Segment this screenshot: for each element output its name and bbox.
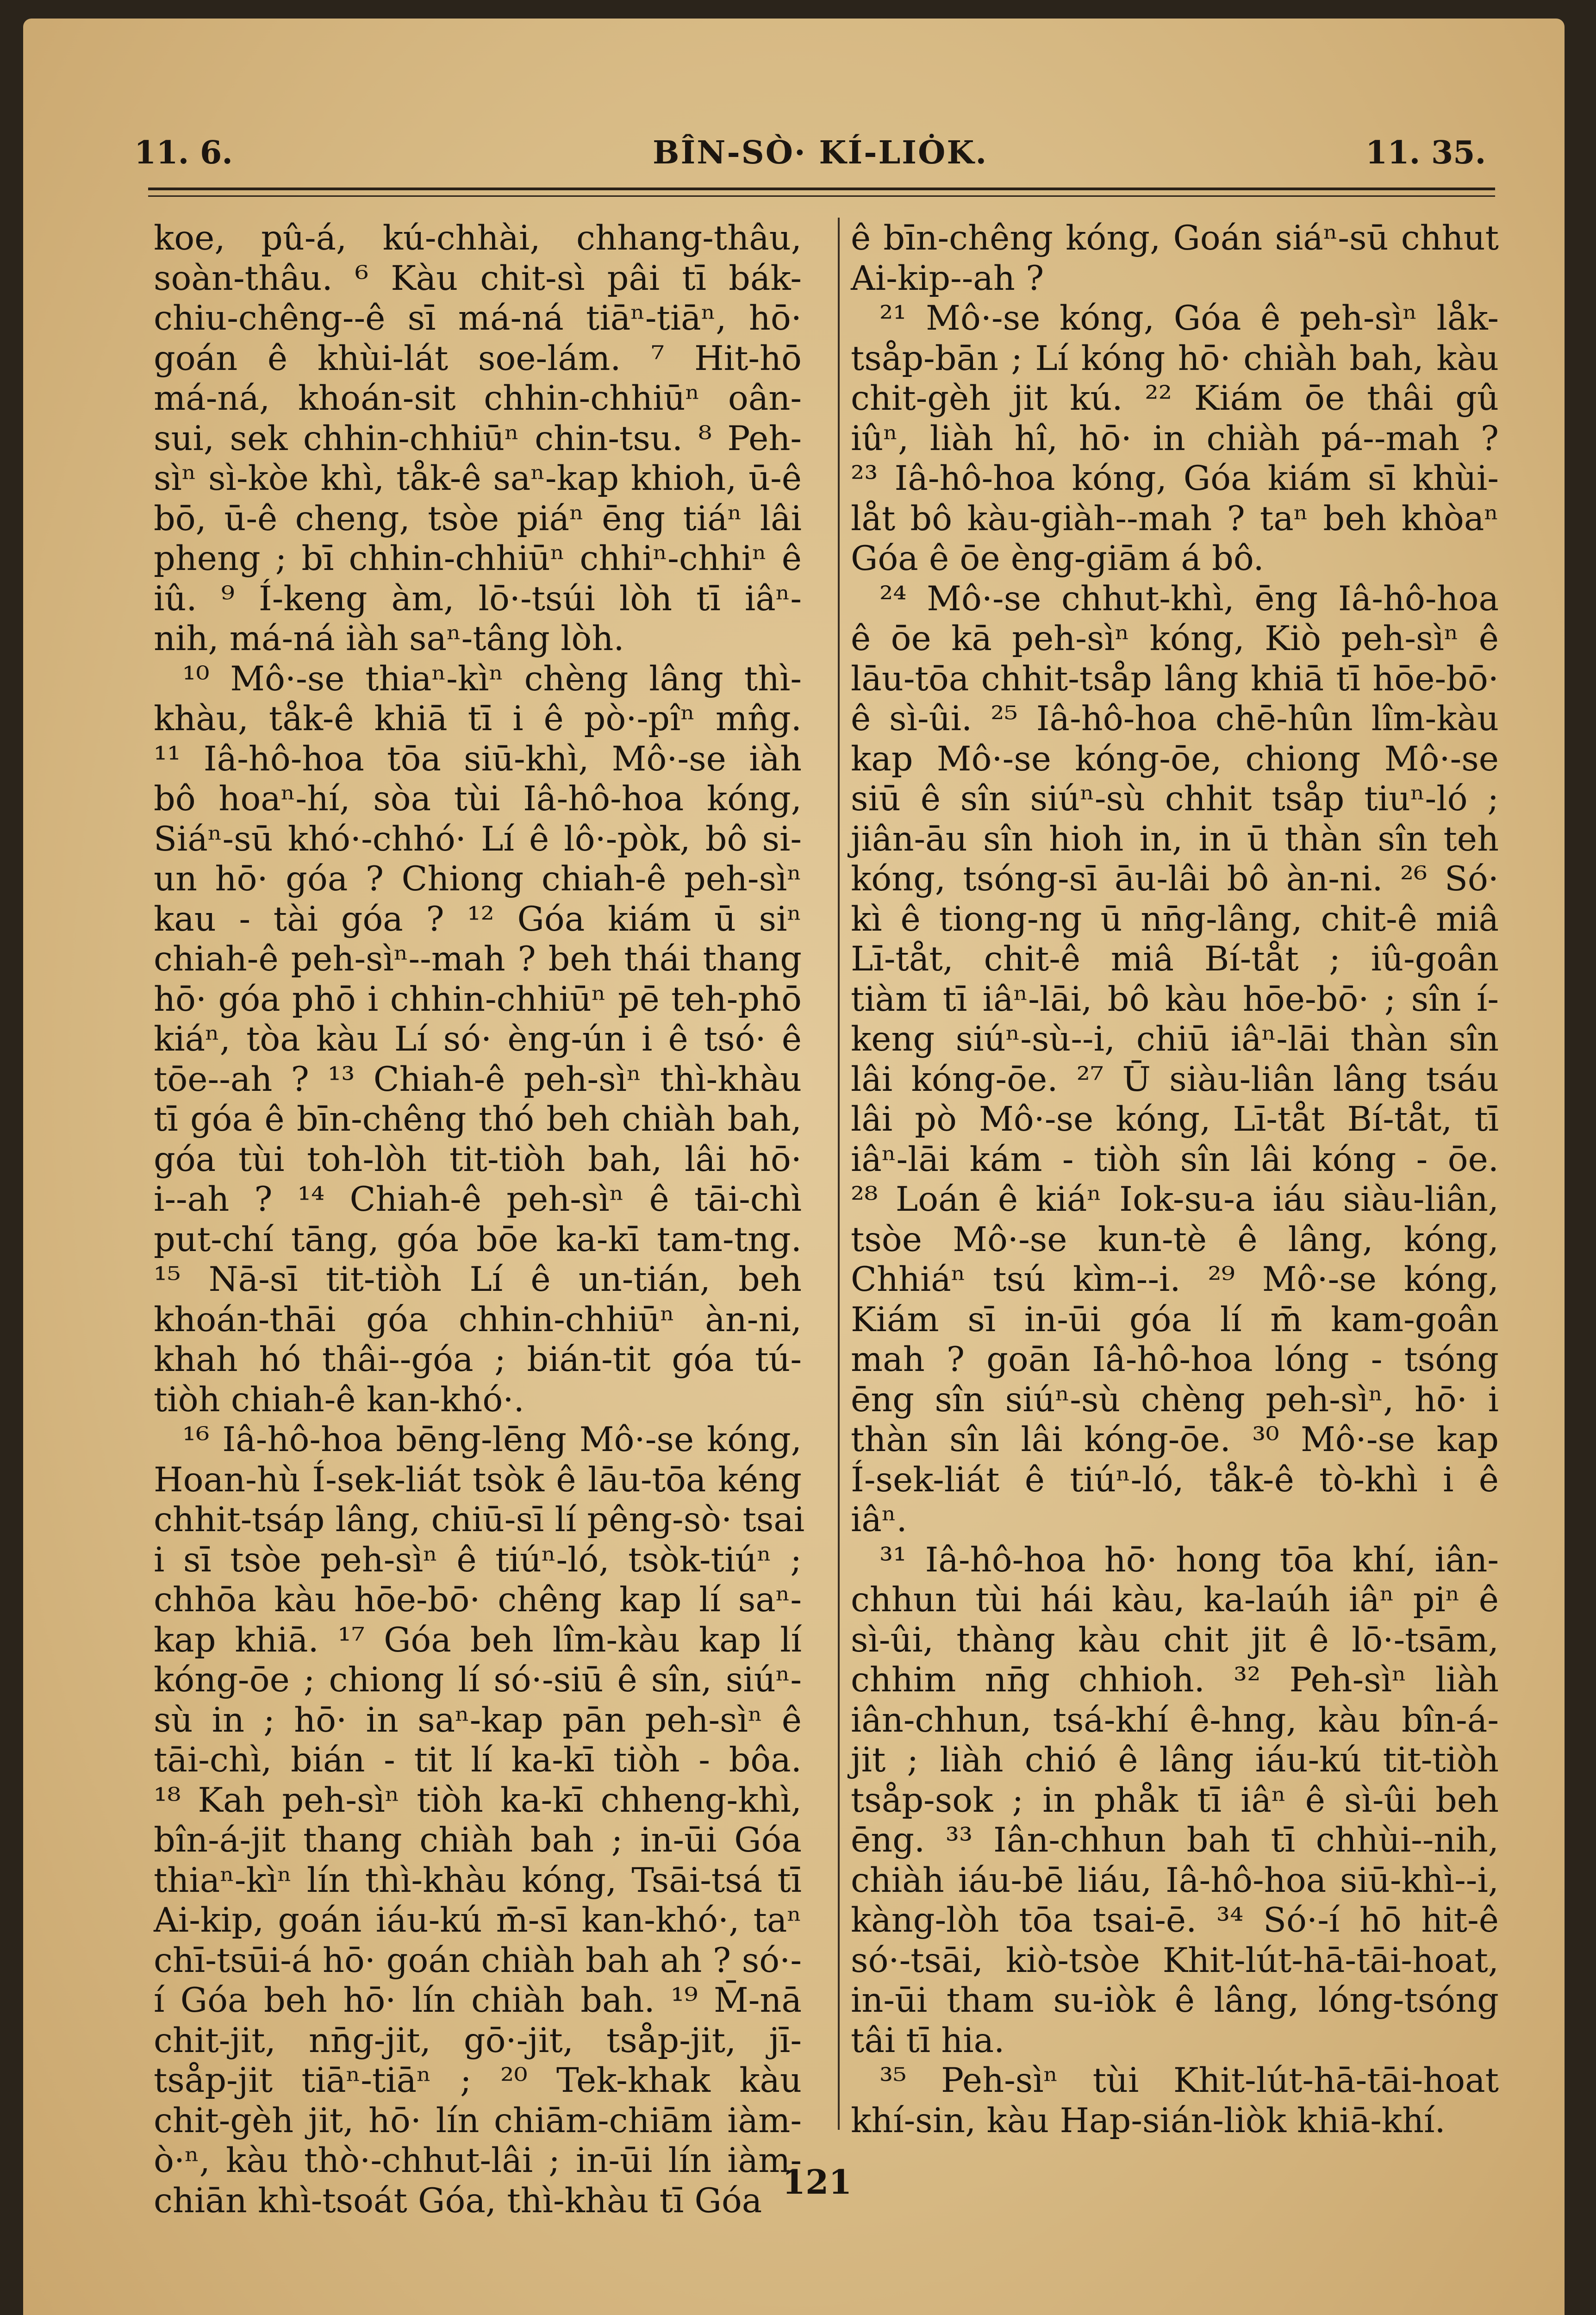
text-line: Ai-kip--ah ? bbox=[851, 258, 1044, 298]
text-line: iâⁿ-lāi kám - tiòh sîn lâi kóng - ōe. bbox=[851, 1139, 1499, 1179]
text-line: pheng ; bī chhin-chhiūⁿ chhiⁿ-chhiⁿ ê bbox=[154, 539, 802, 578]
text-line: put-chí tāng, góa bōe ka-kī tam-tng. bbox=[154, 1220, 802, 1259]
text-line: ²¹ Mô·-se kóng, Góa ê peh-sìⁿ låk- bbox=[879, 299, 1499, 338]
text-line: tsòe Mô·-se kun-tè ê lâng, kóng, bbox=[851, 1220, 1499, 1259]
text-line: goán ê khùi-lát soe-lám. ⁷ Hit-hō bbox=[154, 338, 802, 378]
text-line: ³¹ Iâ-hô-hoa hō· hong tōa khí, iân- bbox=[879, 1540, 1499, 1580]
text-line: tiòh chiah-ê kan-khó·. bbox=[154, 1380, 524, 1420]
text-line: chiah-ê peh-sìⁿ--mah ? beh thái thang bbox=[154, 939, 802, 979]
text-line: bô hoaⁿ-hí, sòa tùi Iâ-hô-hoa kóng, bbox=[154, 779, 802, 819]
text-line: sui, sek chhin-chhiūⁿ chin-tsu. ⁸ Peh- bbox=[154, 419, 802, 458]
text-line: bîn-á-jit thang chiàh bah ; in-ūi Góa bbox=[154, 1821, 802, 1860]
left-text-column bbox=[154, 219, 805, 2221]
text-line: só·-tsāi, kiò-tsòe Khit-lút-hā-tāi-hoat, bbox=[851, 1940, 1499, 1980]
header-chapter-start: 11. 6. bbox=[134, 134, 233, 171]
text-line: nih, má-ná iàh saⁿ-tâng lòh. bbox=[154, 619, 624, 658]
text-line: jiân-āu sîn hioh in, in ū thàn sîn teh bbox=[851, 819, 1499, 859]
text-line: Í-sek-liát ê tiúⁿ-ló, tåk-ê tò-khì i ê bbox=[851, 1460, 1499, 1500]
text-line: Siáⁿ-sū khó·-chhó· Lí ê lô·-pòk, bô si- bbox=[154, 819, 802, 859]
text-line: chhun tùi hái kàu, ka-laúh iâⁿ piⁿ ê bbox=[851, 1580, 1499, 1620]
text-line: hō· góa phō i chhin-chhiūⁿ pē teh-phō bbox=[154, 979, 802, 1019]
text-line: i--ah ? ¹⁴ Chiah-ê peh-sìⁿ ê tāi-chì bbox=[154, 1180, 802, 1219]
text-line: má-ná, khoán-sit chhin-chhiūⁿ oân- bbox=[154, 379, 802, 418]
text-line: ³⁵ Peh-sìⁿ tùi Khit-lút-hā-tāi-hoat bbox=[879, 2061, 1499, 2100]
text-line: góa tùi toh-lòh tit-tiòh bah, lâi hō· bbox=[154, 1139, 802, 1179]
text-line: un hō· góa ? Chiong chiah-ê peh-sìⁿ bbox=[154, 859, 802, 899]
text-line: låt bô kàu-giàh--mah ? taⁿ beh khòaⁿ bbox=[851, 499, 1499, 538]
text-line: jit ; liàh chió ê lâng iáu-kú tit-tiòh bbox=[851, 1740, 1499, 1780]
text-line: kap Mô·-se kóng-ōe, chiong Mô·-se bbox=[851, 739, 1499, 779]
text-line: tsåp-jit tiāⁿ-tiāⁿ ; ²⁰ Tek-khak kàu bbox=[154, 2061, 802, 2100]
text-line: tâi tī hia. bbox=[851, 2021, 1005, 2060]
text-line: ê sì-ûi. ²⁵ Iâ-hô-hoa chē-hûn lîm-kàu bbox=[851, 699, 1499, 738]
text-line: ²⁸ Loán ê kiáⁿ Iok-su-a iáu siàu-liân, bbox=[851, 1180, 1499, 1219]
text-line: ²³ Iâ-hô-hoa kóng, Góa kiám sī khùi- bbox=[851, 459, 1499, 498]
text-line: kóng-ōe ; chiong lí só·-siū ê sîn, siúⁿ- bbox=[154, 1660, 802, 1700]
text-line: khàu, tåk-ê khiā tī i ê pò·-pîⁿ mn̂g. bbox=[154, 699, 802, 738]
text-line: tsåp-sok ; in phåk tī iâⁿ ê sì-ûi beh bbox=[851, 1780, 1499, 1820]
text-line: lâi pò Mô·-se kóng, Lī-tåt Bí-tåt, tī bbox=[851, 1100, 1499, 1139]
text-line: kóng, tsóng-sī āu-lâi bô àn-ni. ²⁶ Só· bbox=[851, 859, 1499, 899]
text-line: iûⁿ, liàh hî, hō· in chiàh pá--mah ? bbox=[851, 419, 1499, 458]
text-line: lāu-tōa chhit-tsåp lâng khiā tī hōe-bō· bbox=[851, 659, 1499, 699]
text-line: lâi kóng-ōe. ²⁷ Ū siàu-liân lâng tsáu bbox=[851, 1059, 1499, 1099]
column-divider bbox=[838, 218, 840, 2130]
text-line: kap khiā. ¹⁷ Góa beh lîm-kàu kap lí bbox=[154, 1620, 802, 1660]
text-line: tī góa ê bīn-chêng thó beh chiàh bah, bbox=[154, 1100, 802, 1139]
text-line: chhōa kàu hōe-bō· chêng kap lí saⁿ- bbox=[154, 1580, 802, 1620]
text-line: Ai-kip, goán iáu-kú m̄-sī kan-khó·, taⁿ bbox=[154, 1901, 802, 1940]
text-line: chiàh iáu-bē liáu, Iâ-hô-hoa siū-khì--i, bbox=[851, 1860, 1499, 1900]
text-line: tāi-chì, bián - tit lí ka-kī tiòh - bôa. bbox=[154, 1740, 802, 1780]
text-line: ēng. ³³ Iân-chhun bah tī chhùi--nih, bbox=[851, 1821, 1499, 1860]
text-line: khoán-thāi góa chhin-chhiūⁿ àn-ni, bbox=[154, 1300, 802, 1339]
text-line: ēng sîn siúⁿ-sù chèng peh-sìⁿ, hō· i bbox=[851, 1380, 1499, 1420]
text-line: tōe--ah ? ¹³ Chiah-ê peh-sìⁿ thì-khàu bbox=[154, 1059, 802, 1099]
text-line: chit-gèh jit, hō· lín chiām-chiām iàm- bbox=[154, 2101, 802, 2140]
text-line: sìⁿ sì-kòe khì, tåk-ê saⁿ-kap khioh, ū-ê bbox=[154, 459, 802, 498]
header-rule bbox=[148, 188, 1495, 190]
text-line: in-ūi tham su-iòk ê lâng, lóng-tsóng bbox=[851, 1981, 1499, 2020]
text-line: siū ê sîn siúⁿ-sù chhit tsåp tiuⁿ-ló ; bbox=[851, 779, 1499, 819]
text-line: Hoan-hù Í-sek-liát tsòk ê lāu-tōa kéng bbox=[154, 1460, 802, 1500]
text-line: chī-tsūi-á hō· goán chiàh bah ah ? só·- bbox=[154, 1940, 802, 1980]
page-number: 121 bbox=[782, 2162, 852, 2202]
text-line: sù in ; hō· in saⁿ-kap pān peh-sìⁿ ê bbox=[154, 1700, 802, 1740]
text-line: ¹⁸ Kah peh-sìⁿ tiòh ka-kī chheng-khì, bbox=[154, 1780, 802, 1820]
text-line: koe, pû-á, kú-chhài, chhang-thâu, bbox=[154, 219, 802, 258]
text-line: ê bīn-chêng kóng, Goán siáⁿ-sū chhut bbox=[851, 219, 1499, 258]
text-line: iû. ⁹ Í-keng àm, lō·-tsúi lòh tī iâⁿ- bbox=[154, 579, 802, 619]
text-line: soàn-thâu. ⁶ Kàu chit-sì pâi tī bák- bbox=[154, 258, 802, 298]
text-line: tiàm tī iâⁿ-lāi, bô kàu hōe-bō· ; sîn í- bbox=[851, 979, 1499, 1019]
text-line: Kiám sī in-ūi góa lí m̄ kam-goân bbox=[851, 1300, 1499, 1339]
text-line: chhit-tsáp lâng, chiū-sī lí pêng-sò· tsai bbox=[154, 1500, 805, 1539]
text-line: ²⁴ Mô·-se chhut-khì, ēng Iâ-hô-hoa bbox=[879, 579, 1499, 619]
text-line: ¹¹ Iâ-hô-hoa tōa siū-khì, Mô·-se iàh bbox=[154, 739, 802, 779]
text-line: chiān khì-tsoát Góa, thì-khàu tī Góa bbox=[154, 2181, 762, 2221]
text-line: i sī tsòe peh-sìⁿ ê tiúⁿ-ló, tsòk-tiúⁿ ; bbox=[154, 1540, 802, 1580]
text-line: thiaⁿ-kìⁿ lín thì-khàu kóng, Tsāi-tsá tī bbox=[154, 1860, 802, 1900]
text-line: iân-chhun, tsá-khí ê-hng, kàu bîn-á- bbox=[851, 1700, 1499, 1740]
text-line: kiáⁿ, tòa kàu Lí só· èng-ún i ê tsó· ê bbox=[154, 1020, 802, 1059]
text-line: bō, ū-ê cheng, tsòe piáⁿ ēng tiáⁿ lâi bbox=[154, 499, 802, 538]
text-line: keng siúⁿ-sù--i, chiū iâⁿ-lāi thàn sîn bbox=[851, 1020, 1499, 1059]
header-chapter-end: 11. 35. bbox=[1365, 134, 1486, 171]
header-book-title: BÎN-SÒ· KÍ-LIȮK. bbox=[653, 134, 988, 171]
text-line: ò·ⁿ, kàu thò·-chhut-lâi ; in-ūi lín iàm- bbox=[154, 2141, 802, 2180]
text-line: iâⁿ. bbox=[851, 1500, 907, 1539]
text-line: kàng-lòh tōa tsai-ē. ³⁴ Só·-í hō hit-ê bbox=[851, 1901, 1499, 1940]
text-line: khí-sin, kàu Hap-sián-liòk khiā-khí. bbox=[851, 2101, 1446, 2140]
right-text-column bbox=[851, 219, 1499, 2141]
text-line: khah hó thâi--góa ; bián-tit góa tú- bbox=[154, 1340, 802, 1379]
text-line: í Góa beh hō· lín chiàh bah. ¹⁹ M̄-nā bbox=[154, 1981, 802, 2020]
text-line: chit-gèh jit kú. ²² Kiám ōe thâi gû bbox=[851, 379, 1499, 418]
text-line: mah ? goān Iâ-hô-hoa lóng - tsóng bbox=[851, 1340, 1499, 1379]
text-line: ¹⁶ Iâ-hô-hoa bēng-lēng Mô·-se kóng, bbox=[182, 1420, 802, 1459]
text-line: kì ê tiong-ng ū nn̄g-lâng, chit-ê miâ bbox=[851, 899, 1499, 939]
text-line: Góa ê ōe èng-giām á bô. bbox=[851, 539, 1264, 578]
text-line: tsåp-bān ; Lí kóng hō· chiàh bah, kàu bbox=[851, 338, 1499, 378]
text-line: sì-ûi, thàng kàu chit jit ê lō·-tsām, bbox=[851, 1620, 1499, 1660]
header-rule-thin bbox=[148, 195, 1495, 197]
text-line: ¹⁵ Nā-sī tit-tiòh Lí ê un-tián, beh bbox=[154, 1260, 802, 1299]
text-line: Chhiáⁿ tsú kìm--i. ²⁹ Mô·-se kóng, bbox=[851, 1260, 1499, 1299]
text-line: chiu-chêng--ê sī má-ná tiāⁿ-tiāⁿ, hō· bbox=[154, 299, 802, 338]
text-line: kau - tài góa ? ¹² Góa kiám ū siⁿ bbox=[154, 899, 802, 939]
text-line: chhim nn̄g chhioh. ³² Peh-sìⁿ liàh bbox=[851, 1660, 1499, 1700]
text-line: ê ōe kā peh-sìⁿ kóng, Kiò peh-sìⁿ ê bbox=[851, 619, 1499, 658]
text-line: ¹⁰ Mô·-se thiaⁿ-kìⁿ chèng lâng thì- bbox=[182, 659, 802, 699]
text-line: chit-jit, nn̄g-jit, gō·-jit, tsåp-jit, jī- bbox=[154, 2021, 802, 2060]
text-line: Lī-tåt, chit-ê miâ Bí-tåt ; iû-goân bbox=[851, 939, 1499, 979]
text-line: thàn sîn lâi kóng-ōe. ³⁰ Mô·-se kap bbox=[851, 1420, 1499, 1459]
running-header bbox=[0, 0, 1596, 194]
